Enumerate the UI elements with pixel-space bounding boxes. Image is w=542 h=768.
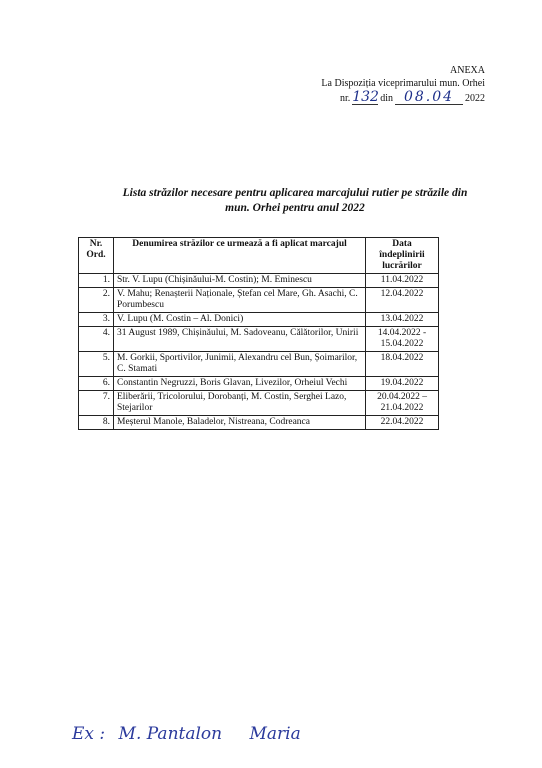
table-row [79,416,439,430]
document-title [100,186,490,216]
signature-name: M. Pantalon [118,724,223,744]
row-date: 12.04.2022 [366,288,439,313]
table-row [79,274,439,288]
handwritten-number: 132 [352,89,379,105]
row-nr: 6. [79,377,114,391]
disposition-label: La Dispoziția viceprimarului mun. Orhei [321,78,485,89]
row-date: 22.04.2022 [366,416,439,430]
header-nr: Nr. Ord. [79,238,114,274]
row-streets: V. Lupu (M. Costin – Al. Donici) [114,313,366,327]
row-date: 20.04.2022 – 21.04.2022 [366,391,439,416]
row-date: 11.04.2022 [366,274,439,288]
row-streets: Meșterul Manole, Baladelor, Nistreana, Codreanca [114,416,366,430]
table-row [79,313,439,327]
row-streets: M. Gorkii, Sportivilor, Junimii, Alexandru cel Bun, Șoimarilor, C. Stamati [114,352,366,377]
table-row [79,327,439,352]
table-row [79,288,439,313]
year-label: 2022 [465,93,485,104]
signature-prefix: Ex : [72,724,106,744]
streets-table [78,237,439,430]
executor-signature [72,724,309,744]
row-streets: V. Mahu; Renașterii Naționale, Ștefan cel Mare, Gh. Asachi, C. Porumbescu [114,288,366,313]
table-row [79,377,439,391]
row-nr: 2. [79,288,114,313]
din-label: din [380,93,393,104]
title-line-2: mun. Orhei pentru anul 2022 [225,202,365,214]
row-nr: 4. [79,327,114,352]
row-nr: 3. [79,313,114,327]
row-streets: Str. V. Lupu (Chișinăului-M. Costin); M. Eminescu [114,274,366,288]
row-date: 13.04.2022 [366,313,439,327]
row-streets: 31 August 1989, Chișinăului, M. Sadoveanu, Călătorilor, Unirii [114,327,366,352]
header-date: Data îndeplinirii lucrărilor [366,238,439,274]
row-date: 14.04.2022 - 15.04.2022 [366,327,439,352]
nr-prefix: nr. [339,93,351,104]
title-line-1: Lista străzilor necesare pentru aplicarea marcajului rutier pe străzile din [122,187,468,199]
row-streets: Constantin Negruzzi, Boris Glavan, Livezilor, Orheiul Vechi [114,377,366,391]
signature-mark: Maria [249,724,301,744]
row-nr: 1. [79,274,114,288]
row-nr: 5. [79,352,114,377]
row-date: 18.04.2022 [366,352,439,377]
row-nr: 8. [79,416,114,430]
table-row [79,391,439,416]
handwritten-date: 08.04 [395,90,463,105]
number-date-line [321,90,485,105]
row-nr: 7. [79,391,114,416]
row-streets: Eliberării, Tricolorului, Dorobanți, M. Costin, Serghei Lazo, Stejarilor [114,391,366,416]
annex-header [321,64,485,105]
table-header-row [79,238,439,274]
header-streets: Denumirea străzilor ce urmează a fi aplicat marcajul [114,238,366,274]
row-date: 19.04.2022 [366,377,439,391]
annex-label: ANEXA [450,65,485,76]
table-row [79,352,439,377]
